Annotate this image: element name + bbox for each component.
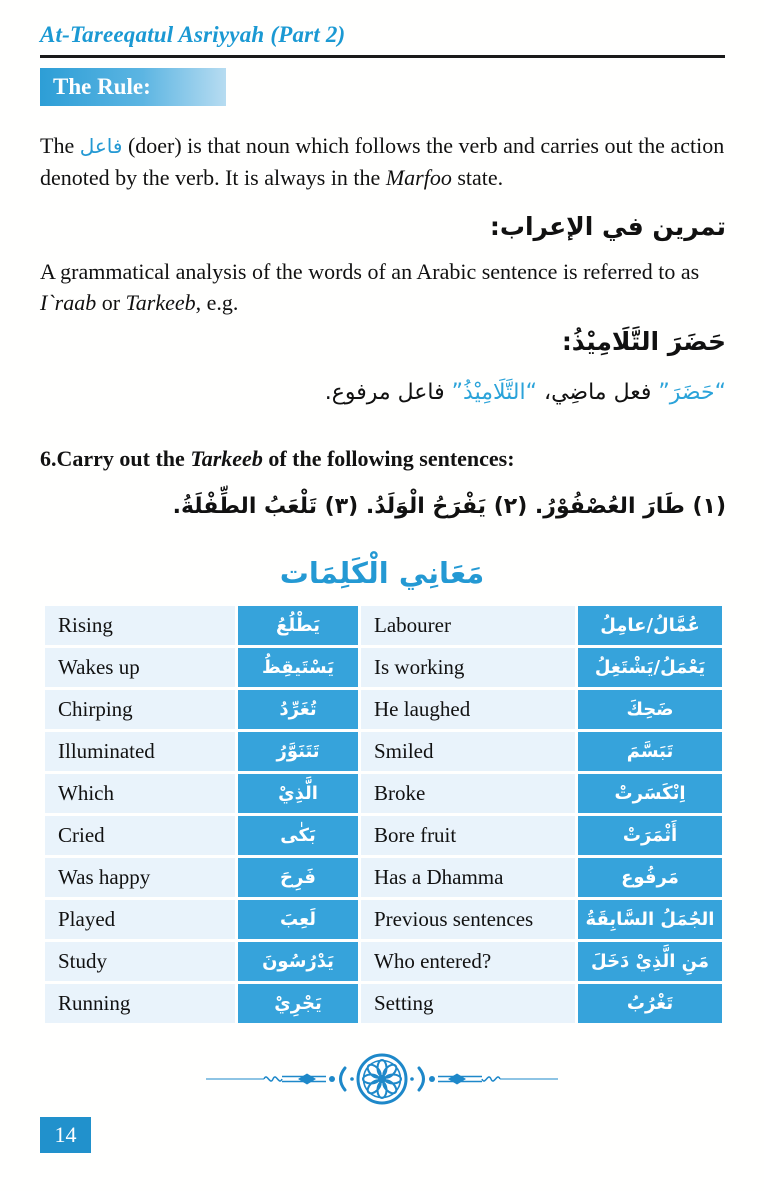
arabic-word-cell: مَنِ الَّذِيْ دَخَلَ (578, 942, 722, 981)
arabic-word-cell: أَثْمَرَتْ (578, 816, 722, 855)
english-word-cell: Study (45, 942, 235, 981)
table-row (45, 690, 722, 729)
english-word-cell: Rising (45, 606, 235, 645)
arabic-word-cell: يَدْرُسُونَ (238, 942, 358, 981)
arabic-word-cell: بَكٰى (238, 816, 358, 855)
arabic-term-fail: فاعل (79, 134, 123, 158)
rule-text: state. (451, 165, 504, 190)
analysis-text: فاعل مرفوع. (324, 380, 452, 405)
table-row (45, 900, 722, 939)
english-word-cell: Labourer (361, 606, 575, 645)
arabic-word-cell: تَغْرُبُ (578, 984, 722, 1023)
table-row (45, 816, 722, 855)
arabic-word-cell: اِنْكَسَرتْ (578, 774, 722, 813)
analysis-text: فعل ماضِي، (536, 380, 659, 405)
page-title: At-Tareeqatul Asriyyah (Part 2) (40, 22, 346, 47)
arabic-word-cell: تَبَسَّمَ (578, 732, 722, 771)
vocab-section-title: مَعَانِي الْكَلِمَات (279, 556, 485, 590)
english-word-cell: Chirping (45, 690, 235, 729)
term-iraab: I`raab (40, 290, 97, 315)
table-row (45, 732, 722, 771)
exercise-arabic-sentences: (١) طَارَ العُصْفُوْرُ. (٢) يَفْرَحُ الْوَلَدُ. (٣) تَلْعَبُ الطِّفْلَةُ. (172, 494, 726, 519)
rule-banner (40, 68, 226, 106)
exercise-heading (40, 446, 730, 472)
term-marfoo: Marfoo (385, 165, 452, 190)
table-row (45, 774, 722, 813)
arabic-word-cell: الَّذِيْ (238, 774, 358, 813)
english-word-cell: Was happy (45, 858, 235, 897)
english-word-cell: Setting (361, 984, 575, 1023)
english-word-cell: Illuminated (45, 732, 235, 771)
english-word-cell: Who entered? (361, 942, 575, 981)
analysis-word-talameedh: “التَّلَامِيْذُ” (451, 380, 537, 405)
rule-banner-label: The Rule: (53, 74, 151, 99)
table-row (45, 858, 722, 897)
example-sentence-heading: حَضَرَ التَّلَامِيْذُ: (561, 327, 726, 356)
table-row (45, 648, 722, 687)
english-word-cell: Bore fruit (361, 816, 575, 855)
exercise-text: 6.Carry out the (40, 446, 191, 471)
english-word-cell: Running (45, 984, 235, 1023)
english-word-cell: Previous sentences (361, 900, 575, 939)
page-number-badge: 14 (40, 1117, 91, 1153)
rosette-icon (358, 1055, 406, 1103)
arabic-word-cell: مَرفُوع (578, 858, 722, 897)
arabic-word-cell: فَرِحَ (238, 858, 358, 897)
arabic-word-cell: ضَحِكَ (578, 690, 722, 729)
rule-text: (doer) is that noun which follows the verb and carries out the action denoted by the verb. It is always in the (40, 133, 725, 190)
term-tarkeeb: Tarkeeb (125, 290, 196, 315)
table-row (45, 942, 722, 981)
analysis-word-hadara: “حَضَرَ” (658, 380, 726, 405)
irab-text: A grammatical analysis of the words of an Arabic sentence is referred to as (40, 259, 700, 284)
irab-paragraph (40, 256, 730, 318)
vocab-table (45, 606, 722, 1023)
ornament-flourish-icon (202, 1050, 562, 1108)
arabic-word-cell: يَعْمَلُ/يَشْتَغِلُ (578, 648, 722, 687)
exercise-text: of the following sentences: (262, 446, 515, 471)
english-word-cell: Has a Dhamma (361, 858, 575, 897)
english-word-cell: Broke (361, 774, 575, 813)
irab-arabic-heading: تمرين في الإعراب: (489, 212, 726, 241)
arabic-word-cell: تَتَنَوَّرُ (238, 732, 358, 771)
arabic-word-cell: عُمَّالُ/عامِلُ (578, 606, 722, 645)
term-tarkeeb: Tarkeeb (190, 446, 263, 471)
english-word-cell: Played (45, 900, 235, 939)
header-divider-line (40, 55, 725, 58)
english-word-cell: He laughed (361, 690, 575, 729)
english-word-cell: Wakes up (45, 648, 235, 687)
table-row (45, 606, 722, 645)
english-word-cell: Cried (45, 816, 235, 855)
rule-paragraph (40, 130, 730, 193)
example-analysis-line (40, 380, 726, 405)
arabic-word-cell: لَعِبَ (238, 900, 358, 939)
english-word-cell: Which (45, 774, 235, 813)
irab-text: , e.g. (195, 290, 239, 315)
english-word-cell: Smiled (361, 732, 575, 771)
decorative-divider (0, 1050, 764, 1108)
table-row (45, 984, 722, 1023)
arabic-word-cell: يَطْلُعُ (238, 606, 358, 645)
rule-text: The (40, 133, 80, 158)
arabic-word-cell: الجُمَلُ السَّابِقَةُ (578, 900, 722, 939)
arabic-word-cell: يَسْتَيقِظُ (238, 648, 358, 687)
english-word-cell: Is working (361, 648, 575, 687)
arabic-word-cell: يَجْرِيْ (238, 984, 358, 1023)
arabic-word-cell: تُغَرِّدُ (238, 690, 358, 729)
irab-text: or (96, 290, 126, 315)
